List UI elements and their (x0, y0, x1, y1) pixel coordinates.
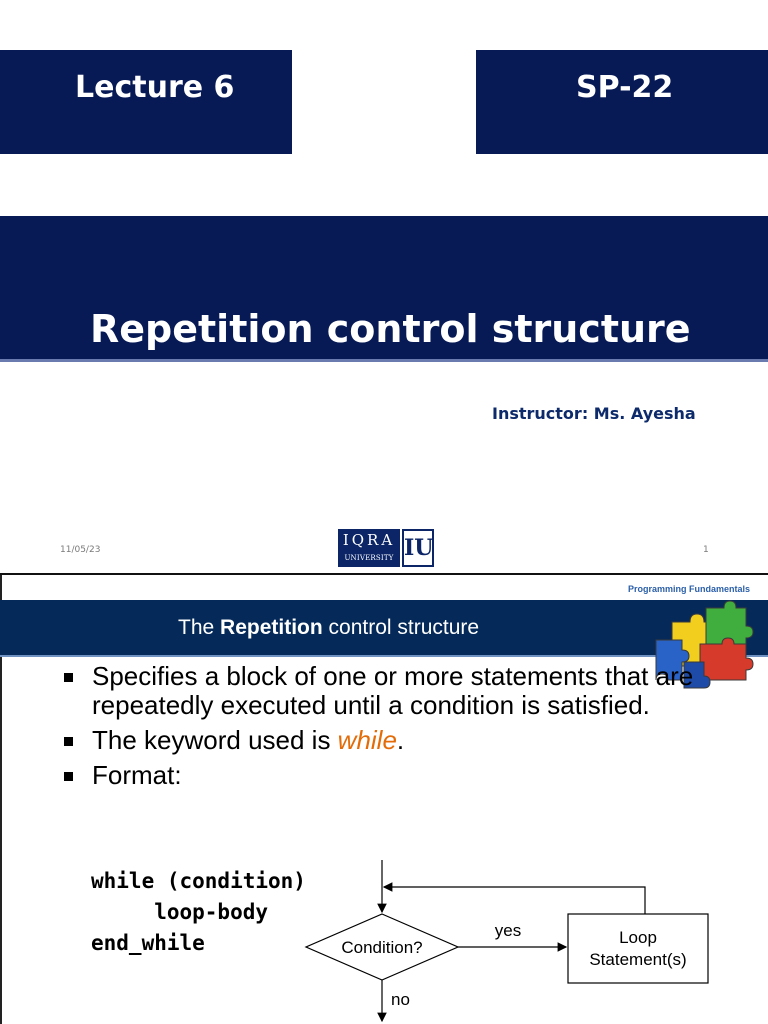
slide-header-title (178, 616, 479, 640)
yes-label: yes (494, 921, 522, 940)
condition-label: Condition? (341, 938, 423, 957)
bullet-square-icon (64, 673, 73, 682)
bullet-item (62, 761, 702, 790)
header-underline (0, 655, 768, 657)
logo-wordmark (338, 529, 400, 567)
code-block (91, 866, 306, 959)
slide-divider (0, 573, 768, 575)
slide-number: 1 (703, 545, 709, 555)
slide-title: Repetition control structure (90, 307, 691, 351)
loop-back-arrow (384, 887, 645, 914)
logo-name: IQRA (342, 531, 396, 549)
title-underline (0, 359, 768, 362)
puzzle-piece-red (700, 638, 753, 680)
bullet-list (62, 662, 702, 796)
logo-subtitle: UNIVERSITY (344, 554, 394, 562)
bullet-square-icon (64, 772, 73, 781)
code-line: loop-body (91, 900, 269, 924)
bullet-square-icon (64, 737, 73, 746)
instructor-name: Instructor: Ms. Ayesha (492, 404, 696, 423)
keyword-while: while (337, 725, 397, 755)
course-label: Programming Fundamentals (628, 584, 751, 594)
slide-date: 11/05/23 (60, 545, 101, 555)
loop-label-line1: Loop (619, 928, 657, 947)
header-suffix: control structure (322, 616, 480, 639)
iqra-university-logo (338, 529, 434, 567)
bullet-prefix: The keyword used is (92, 725, 338, 755)
bullet-item (62, 662, 702, 720)
no-label: no (391, 990, 410, 1009)
while-flowchart (290, 855, 730, 1024)
header-bold: Repetition (220, 616, 323, 639)
semester-label: SP-22 (576, 70, 674, 105)
code-line: while (condition) (91, 869, 306, 893)
logo-mark: IU (402, 529, 434, 567)
code-line: end_while (91, 931, 205, 955)
bullet-text: Format: (92, 760, 182, 790)
bullet-text: Specifies a block of one or more statements that are repeatedly executed until a condition is satisfied. (92, 661, 694, 720)
loop-label-line2: Statement(s) (589, 950, 687, 969)
loop-statement-box (568, 914, 708, 983)
bullet-item (62, 726, 702, 755)
header-prefix: The (178, 616, 221, 639)
bullet-suffix: . (396, 725, 405, 755)
lecture-label: Lecture 6 (75, 70, 235, 105)
